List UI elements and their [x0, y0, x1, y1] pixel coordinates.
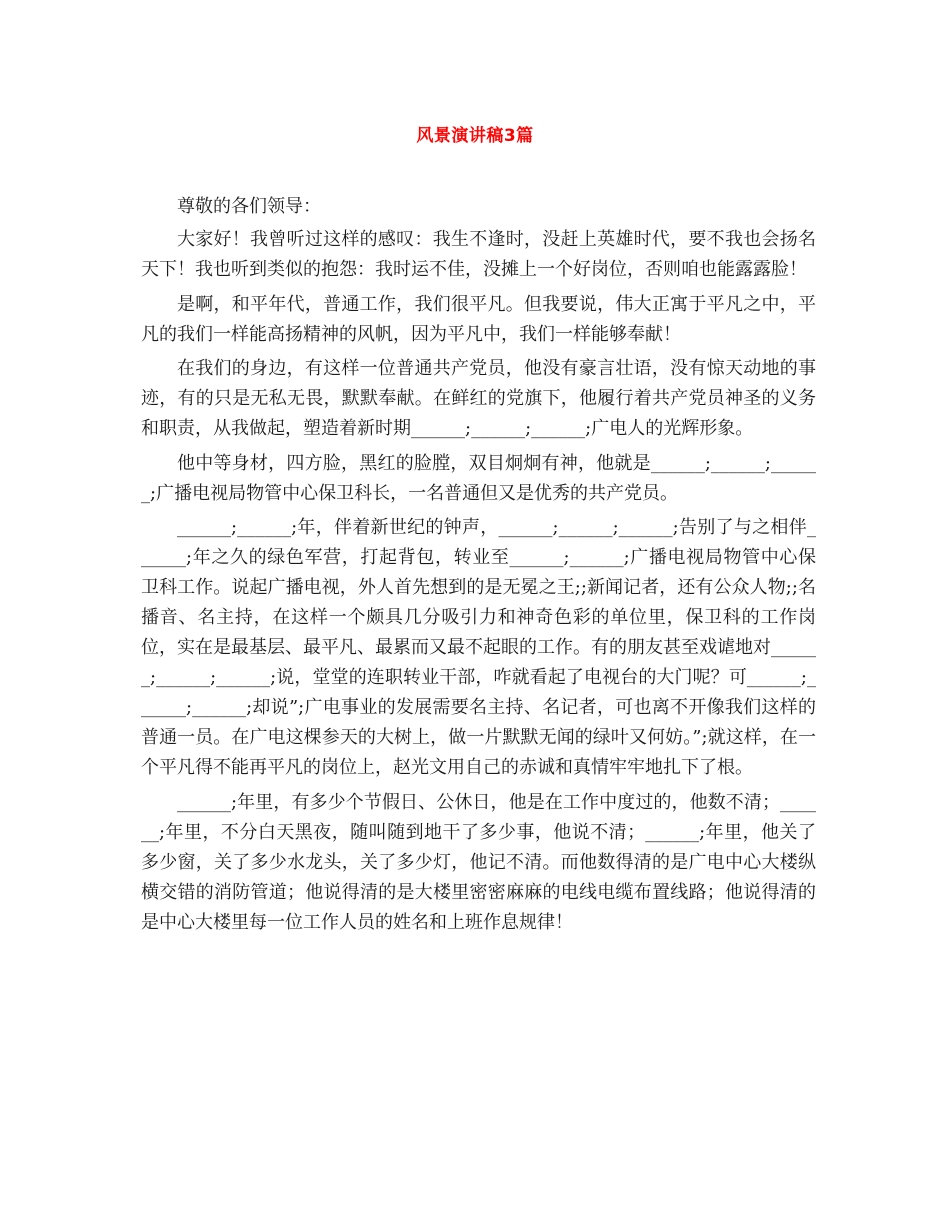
paragraph-4: 他中等身材，四方脸，黑红的脸膛，双目炯炯有神，他就是______;______;______;广播电视局物管中心保卫科长，一名普通但又是优秀的共产党员。 — [141, 452, 816, 504]
document-body — [141, 192, 816, 942]
paragraph-2: 是啊，和平年代，普通工作，我们很平凡。但我要说，伟大正寓于平凡之中，平凡的我们一样能高扬精神的风帆，因为平凡中，我们一样能够奉献！ — [141, 293, 816, 345]
paragraph-1: 大家好！我曾听过这样的感叹：我生不逢时，没赶上英雄时代，要不我也会扬名天下！我也听到类似的抱怨：我时运不佳，没摊上一个好岗位，否则咱也能露露脸！ — [141, 229, 816, 280]
salutation: 尊敬的各们领导： — [177, 196, 321, 217]
document-title: 风景演讲稿3篇 — [416, 126, 534, 146]
paragraph-5: ______;______;年，伴着新世纪的钟声，______;______;______;告别了与之相伴______;年之久的绿色军营，打起背包，转业至______;______;广播电视局物管中心保卫科工作。说起广播电视，外人首先想到的是无冕之王;;新闻记者，还有公众人物;;名播音、名主持，在这样一个颇具几分吸引力和神奇色彩的单位里，保卫科的工作岗位，实在是最基层、最平凡、最累而又最不起眼的工作。有的朋友甚至戏谑地对______;______;______;说，堂堂的连职转业干部，咋就看起了电视台的大门呢？可______;______;______;却说”;广电事业的发展需要名主持、名记者，可也离不开像我们这样的普通一员。在广电这棵参天的大树上，做一片默默无闻的绿叶又何妨。”;就这样，在一个平凡得不能再平凡的岗位上，赵光文用自己的赤诚和真情牢牢地扎下了根。 — [141, 517, 816, 778]
paragraph-3: 在我们的身边，有这样一位普通共产党员，他没有豪言壮语，没有惊天动地的事迹，有的只是无私无畏，默默奉献。在鲜红的党旗下，他履行着共产党员神圣的义务和职责，从我做起，塑造着新时期______;______;______;广电人的光辉形象。 — [141, 358, 816, 439]
paragraph-6: ______;年里，有多少个节假日、公休日，他是在工作中度过的，他数不清；______;年里，不分白天黑夜，随叫随到地干了多少事，他说不清；______;年里，他关了多少窗，关了多少水龙头，关了多少灯，他记不清。而他数得清的是广电中心大楼纵横交错的消防管道；他说得清的是大楼里密密麻麻的电线电缆布置线路；他说得清的是中心大楼里每一位工作人员的姓名和上班作息规律！ — [141, 791, 816, 933]
